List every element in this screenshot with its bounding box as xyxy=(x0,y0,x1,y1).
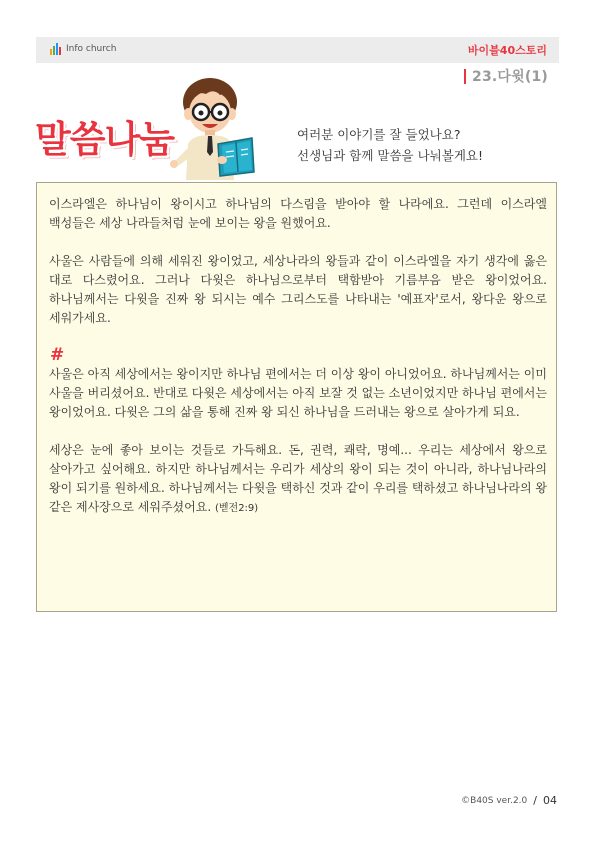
episode-label xyxy=(464,67,548,85)
greeting-line-1: 여러분 이야기를 잘 들었나요? xyxy=(297,127,461,142)
paragraph-4-text: 세상은 눈에 좋아 보이는 것들로 가득해요. 돈, 권력, 쾌락, 명예... 우리는 세상에서 왕으로 살아가고 싶어해요. 하지만 하나님께서는 우리가 세상의 왕이 되는 것이 아니라, 하나님나라의 왕이 되기를 원하세요. 하나님께서는 다윗을 택하신 것과 같이 우리를 택하셨고 하나님나라의 왕 같은 제사장으로 세워주셨어요. xyxy=(49,443,547,514)
teacher-mascot-illustration xyxy=(166,72,258,180)
greeting xyxy=(297,124,483,166)
hash-marker: # xyxy=(50,345,65,365)
page-number: 04 xyxy=(543,794,557,807)
episode-divider xyxy=(464,69,466,84)
logo xyxy=(50,43,116,55)
version-label: ©B40S ver.2.0 xyxy=(461,795,528,806)
paragraph-4 xyxy=(49,441,547,518)
paragraph-1: 이스라엘은 하나님이 왕이시고 하나님의 다스림을 받아야 할 나라에요. 그런데 이스라엘 백성들은 세상 나라들처럼 눈에 보이는 왕을 원했어요. xyxy=(49,197,547,230)
logo-bars-icon xyxy=(50,43,61,55)
episode-title: 23.다윗(1) xyxy=(472,69,548,85)
paragraph-3: 사울은 아직 세상에서는 왕이지만 하나님 편에서는 더 이상 왕이 아니었어요. 하나님께서는 이미 사울을 버리셨어요. 반대로 다윗은 세상에서는 아직 보잘 것 없는 소년이었지만 하나님 편에서는 왕이었어요. 다윗은 그의 삶을 통해 진짜 왕 되신 하나님을 드러내는 왕으로 살아가게 되요. xyxy=(49,367,547,419)
top-bar xyxy=(36,37,559,63)
series-title: 바이블40스토리 xyxy=(467,44,547,57)
paragraph-2: 사울은 사람들에 의해 세워진 왕이었고, 세상나라의 왕들과 같이 이스라엘을 자기 생각에 옳은 대로 다스렸어요. 그러나 다윗은 하나님으로부터 택함받아 기름부음 받은 왕이었어요. 하나님께서는 다윗을 진짜 왕 되시는 예수 그리스도를 나타내는 '예표자'로서, 왕다운 왕으로 세워가세요. xyxy=(49,254,547,325)
logo-text: Info church xyxy=(66,44,117,54)
footer-separator: / xyxy=(533,794,537,807)
footer xyxy=(461,794,557,807)
content-box xyxy=(36,182,557,612)
scripture-reference: (벧전2:9) xyxy=(214,503,259,514)
section-title: 말씀나눔 xyxy=(35,118,174,161)
greeting-line-2: 선생님과 함께 말씀을 나눠볼게요! xyxy=(297,148,483,163)
